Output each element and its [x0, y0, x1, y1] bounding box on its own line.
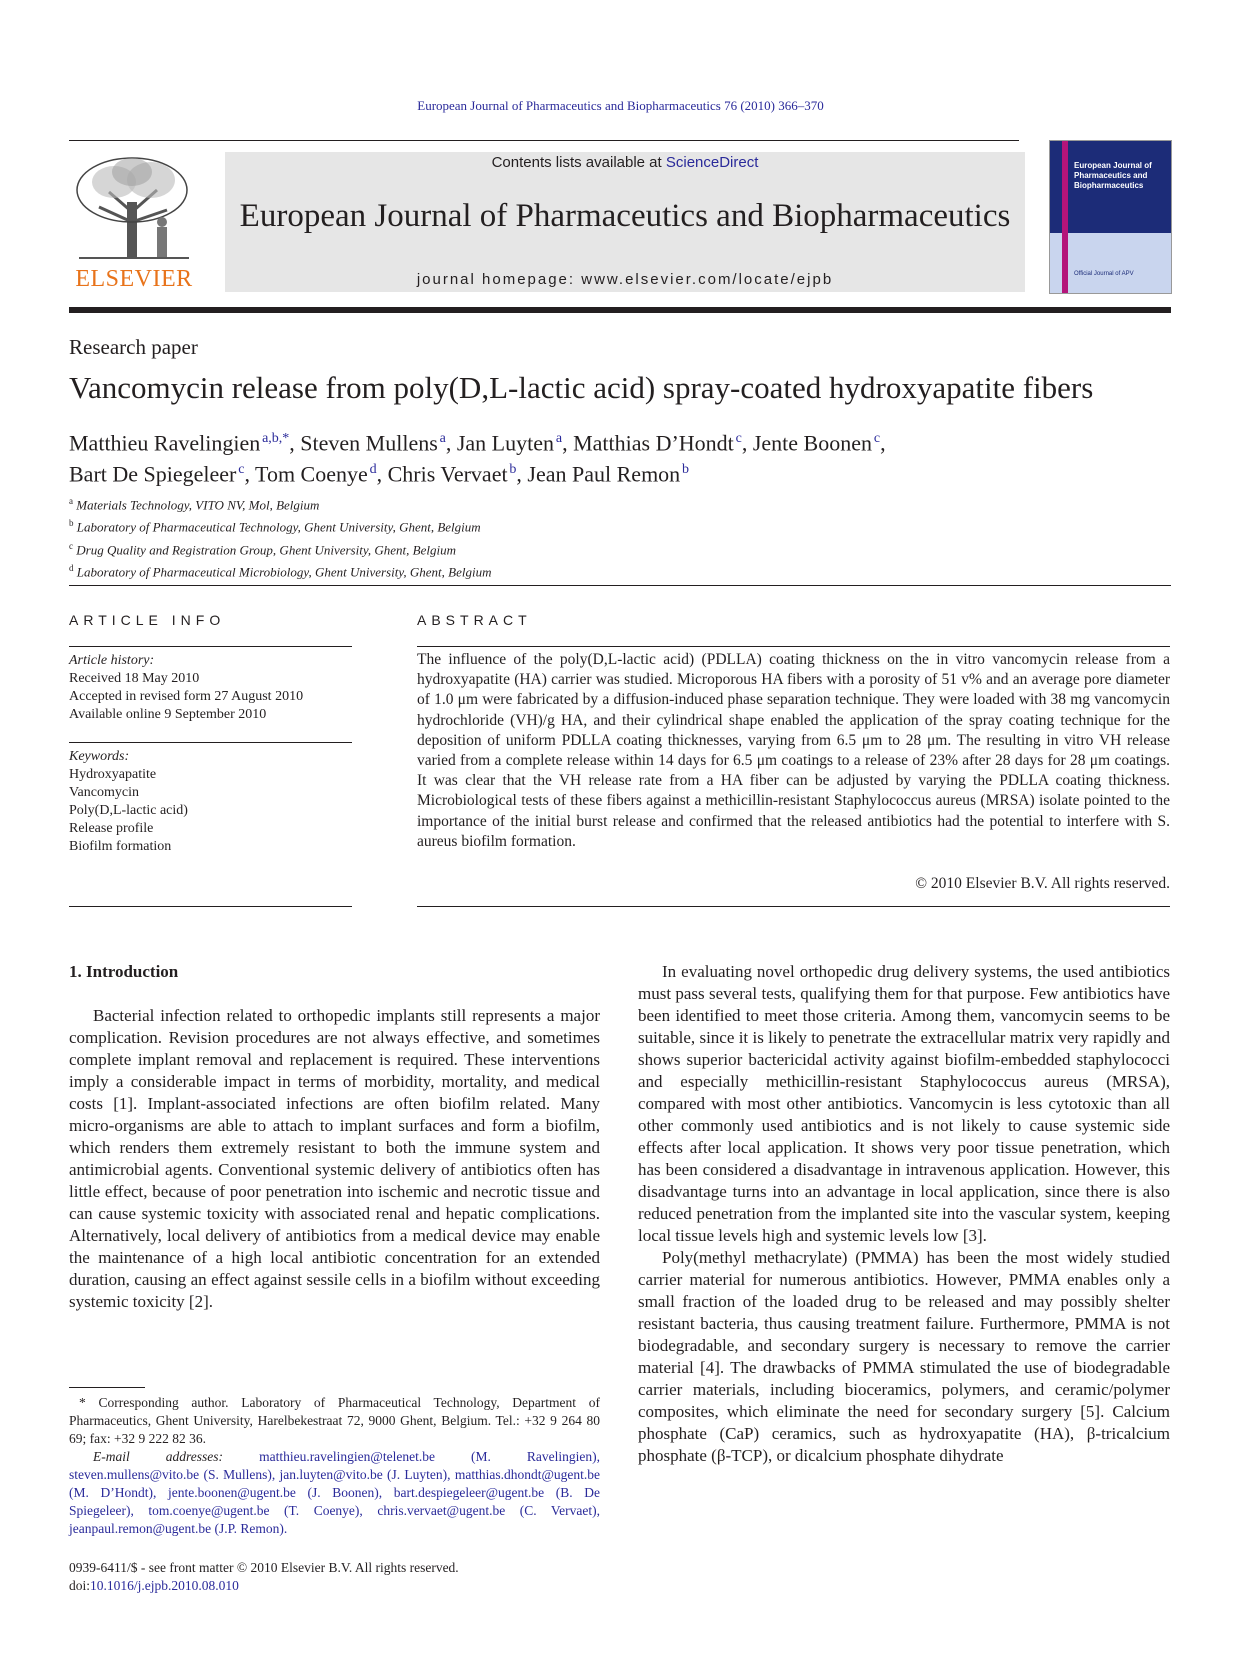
author-affil-mark[interactable]: a [555, 431, 563, 446]
cover-title: European Journal of Pharmaceutics and Biopharmaceutics [1074, 161, 1152, 190]
affiliation-item [69, 559, 492, 581]
affiliation-text: Drug Quality and Registration Group, Ghent University, Ghent, Belgium [76, 541, 456, 557]
affiliation-mark: c [69, 540, 73, 551]
email-addresses [69, 1448, 600, 1538]
introduction-heading: 1. Introduction [69, 962, 179, 981]
intro-paragraph: Bacterial infection related to orthopedic implants still represents a major complication. Revision procedures are not always effective, and sometimes complete implant removal and replacement is required. These interventions imply a considerable impact in terms of morbidity, mortality, and medical costs [1]. Implant-associated infections are often biofilm related. Many micro-organisms are able to attach to implant surfaces and form a biofilm, which renders them extremely resistant to both the immune system and antimicrobial agents. Conventional systemic delivery of antibiotics often has little effect, because of poor penetration into ischemic and necrotic tissue and can cause systemic toxicity with associated renal and hepatic complications. Alternatively, local delivery of antibiotics from a medical device may enable the maintenance of a high local antibiotic concentration for an extended duration, causing an effect against sessile cells in a biofilm without exceeding systemic toxicity [2]. [69, 1006, 600, 1311]
keyword: Vancomycin [69, 785, 139, 800]
article-info-heading: ARTICLE INFO [69, 612, 226, 628]
affiliation-rule [69, 585, 1171, 586]
elsevier-wordmark: ELSEVIER [75, 266, 193, 292]
header-thick-rule [69, 307, 1171, 313]
doi-line [69, 1577, 459, 1595]
cover-strip [1062, 141, 1068, 293]
authors-line-1: Matthieu Ravelingien $^{a,b,*}$, Steven Mullens $^a$, Jan Luyten $^a$, Matthias D’Hondt $^c$, Jente Boonen $^c$, [69, 430, 886, 456]
affiliation-text: Laboratory of Pharmaceutical Technology, Ghent University, Ghent, Belgium [76, 519, 481, 535]
author-affil-mark[interactable]: b [509, 462, 517, 478]
keyword: Biofilm formation [69, 839, 172, 854]
author-affil-mark[interactable]: d [369, 462, 377, 478]
affiliation-item [69, 514, 492, 536]
affiliation-mark: a [69, 496, 73, 506]
doi-prefix: doi: [69, 1578, 91, 1593]
affiliation-text: Materials Technology, VITO NV, Mol, Belgium [76, 497, 320, 513]
keywords-rule [69, 742, 352, 743]
author-name: Matthieu Ravelingien [69, 430, 261, 456]
revised-date: Accepted in revised form 27 August 2010 [69, 689, 304, 704]
author-name: Bart De Spiegeleer [69, 461, 237, 487]
journal-cover-image [1049, 140, 1172, 294]
author-name: Steven Mullens [300, 430, 438, 456]
abstract-heading: ABSTRACT [417, 612, 532, 628]
article-type: Research paper [69, 335, 198, 359]
email-links[interactable]: matthieu.ravelingien@telenet.be (M. Ravelingien), steven.mullens@vito.be (S. Mullens), jan.luyten@vito.be (J. Luyten), matthias.dhondt@ugent.be (M. D’Hondt), jente.boonen@ugent.be (J. Boonen), bart.despiegeleer@ugent.be (B. De Spiegeleer), tom.coenye@ugent.be (T. Coenye), chris.vervaet@ugent.be (C. Vervaet), jeanpaul.remon@ugent.be (J.P. Remon). [69, 1449, 600, 1536]
issn-line: 0939-6411/$ - see front matter © 2010 Elsevier B.V. All rights reserved. [69, 1560, 459, 1575]
contents-prefix: Contents lists available at [491, 154, 662, 171]
author-affil-mark[interactable]: c [873, 431, 881, 446]
footnote [69, 1394, 600, 1538]
front-matter [69, 1559, 459, 1595]
article-info-rule [69, 646, 352, 647]
author-name: Jente Boonen [752, 430, 872, 456]
keyword: Hydroxyapatite [69, 767, 157, 782]
author-list [69, 425, 1169, 488]
received-date: Received 18 May 2010 [69, 671, 200, 686]
paper-title: Vancomycin release from poly(D,L-lactic acid) spray-coated hydroxyapatite fibers [69, 370, 1094, 405]
header-top-rule [69, 140, 1019, 141]
author-affil-mark[interactable]: c [238, 462, 245, 478]
affiliation-mark: b [69, 518, 74, 529]
abstract-rule [417, 646, 1170, 647]
author-affil-mark[interactable]: c [735, 431, 742, 446]
journal-citation[interactable]: European Journal of Pharmaceutics and Biopharmaceutics 76 (2010) 366–370 [417, 98, 824, 113]
author-affil-mark[interactable]: b [682, 462, 690, 478]
author-name: Jean Paul Remon [527, 461, 681, 487]
journal-title: European Journal of Pharmaceutics and Biopharmaceutics [239, 198, 1011, 234]
author-name: Tom Coenye [255, 461, 368, 487]
right-column [638, 961, 1170, 1467]
affiliations [69, 492, 492, 581]
sciencedirect-link[interactable]: ScienceDirect [665, 154, 759, 171]
abstract-copyright: © 2010 Elsevier B.V. All rights reserved. [915, 875, 1170, 892]
abstract-text: The influence of the poly(D,L-lactic acid) (PDLLA) coating thickness on the in vitro vancomycin release from a hydroxyapatite (HA) carrier was studied. Microporous HA fibers with a porosity of 51 v% and an average pore diameter of 1.0 μm were fabricated by a diffusion-induced phase separation technique. They were loaded with 38 mg vancomycin hydrochloride (VH)/g HA, and their cylindrical shape enabled the application of the spray coating technique for the deposition of uniform PDLLA coating thicknesses, varying from 6.5 μm to 28 μm. The resulting in vitro VH release varied from a complete release within 14 days for 6.5 μm coatings to a release of 23% after 28 days for 28 μm coatings. It was clear that the VH release rate from a HA fiber can be adjusted by varying the PDLLA coating thickness. Microbiological tests of these fibers against a methicillin-resistant Staphylococcus aureus (MRSA) isolate pointed to the importance of the initial burst release and confirmed that the released antibiotics had the potential to interfere with S. aureus biofilm formation. [417, 651, 1170, 850]
doi-link[interactable]: 10.1016/j.ejpb.2010.08.010 [90, 1578, 239, 1593]
keywords-block [69, 748, 359, 856]
author-name: Chris Vervaet [387, 461, 508, 487]
authors-line-2: Bart De Spiegeleer $^c$, Tom Coenye $^d$, Chris Vervaet $^b$, Jean Paul Remon $^b$ [69, 461, 690, 487]
body-paragraph: Poly(methyl methacrylate) (PMMA) has been the most widely studied carrier material for numerous antibiotics. However, PMMA enables only a small fraction of the loaded drug to be released and may possibly shelter resistant bacteria, thus causing treatment failure. Furthermore, PMMA is not biodegradable, and secondary surgery is necessary to remove the carrier material [4]. The drawbacks of PMMA stimulated the use of biodegradable carrier materials, including bioceramics, polymers, and ceramic/polymer composites, which eliminate the need for secondary surgery [5]. Calcium phosphate (CaP) ceramics, such as hydroxyapatite (HA), β-tricalcium phosphate (β-TCP), or dicalcium phosphate dihydrate [638, 1248, 1170, 1465]
author-affil-mark[interactable]: a,b,* [262, 431, 290, 446]
keyword: Poly(D,L-lactic acid) [69, 803, 188, 818]
email-label: E-mail addresses: [93, 1449, 224, 1464]
footnote-rule [69, 1387, 145, 1388]
keyword: Release profile [69, 821, 154, 836]
body-paragraph: In evaluating novel orthopedic drug delivery systems, the used antibiotics must pass several tests, qualifying them for that purpose. Few antibiotics have been identified to meet those criteria. Among them, vancomycin seems to be suitable, since it is likely to penetrate the extracellular matrix very rapidly and shows superior bactericidal activity against biofilm-embedded staphylococci and especially methicillin-resistant Staphylococcus aureus (MRSA), compared with most other antibiotics. Vancomycin is less cytotoxic than all other commonly used antibiotics and is not likely to cause systemic side effects after local application. It shows very poor tissue penetration, which has been considered a disadvantage in intravenous application. However, this disadvantage turns into an advantage in local application, since there is also reduced penetration from the implanted site into the vascular system, keeping local tissue levels high and systemic levels low [3]. [638, 962, 1170, 1245]
affiliation-item [69, 492, 492, 514]
author-name: Jan Luyten [456, 430, 555, 456]
author-name: Matthias D’Hondt [573, 430, 734, 456]
online-date: Available online 9 September 2010 [69, 707, 267, 722]
corresponding-author-note: * Corresponding author. Laboratory of Pharmaceutical Technology, Department of Pharmaceutics, Ghent University, Harelbekestraat 72, 9000 Ghent, Belgium. Tel.: +32 9 264 80 69; fax: +32 9 222 82 36. [69, 1395, 600, 1446]
contents-line [225, 154, 1025, 171]
journal-homepage[interactable]: journal homepage: www.elsevier.com/locate/ejpb [416, 271, 834, 288]
affiliation-item [69, 537, 492, 559]
cover-footer: Official Journal of APV [1074, 271, 1134, 277]
article-info-bottom-rule [69, 906, 352, 907]
author-affil-mark[interactable]: a [439, 431, 446, 446]
keywords-label: Keywords: [69, 749, 130, 764]
affiliation-mark: d [69, 562, 74, 573]
abstract-bottom-rule [417, 906, 1170, 907]
history-label: Article history: [69, 653, 155, 668]
article-history [69, 652, 359, 724]
affiliation-text: Laboratory of Pharmaceutical Microbiology, Ghent University, Ghent, Belgium [76, 564, 492, 580]
left-column [69, 1005, 600, 1313]
